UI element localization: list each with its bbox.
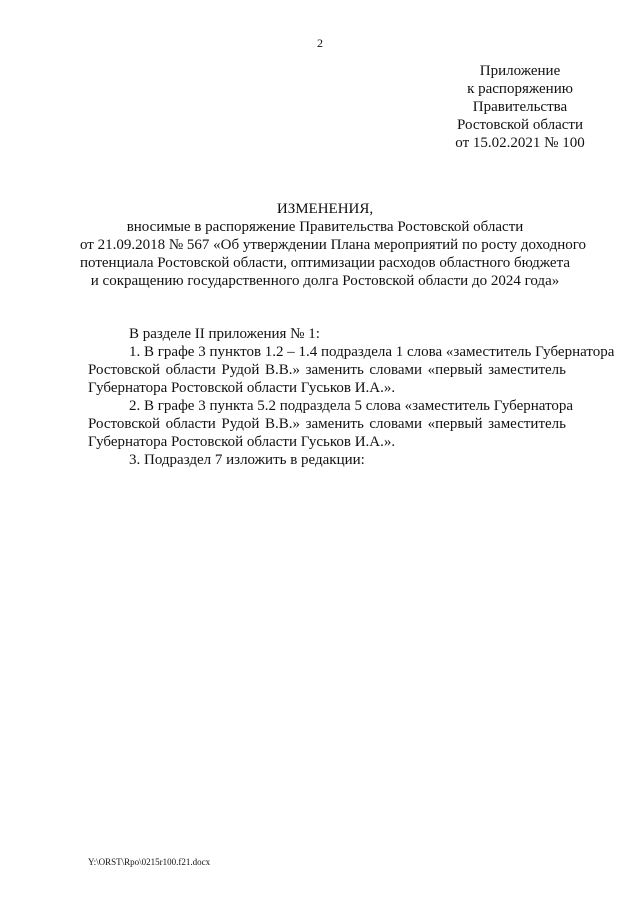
page-number: 2 [317, 36, 323, 50]
appendix-header [440, 62, 600, 152]
footer-file-path: Y:\ORST\Rpo\0215r100.f21.docx [88, 857, 211, 867]
list-item [88, 451, 566, 469]
item-line: 2. В графе 3 пункта 5.2 подраздела 5 слова «заместитель Губернатора [129, 398, 574, 414]
document-title [80, 200, 587, 290]
item-line: Ростовской области Рудой В.В.» заменить словами «первый заместитель [88, 416, 566, 432]
title-line: от 21.09.2018 № 567 «Об утверждении Плана мероприятий по росту доходного [80, 237, 587, 253]
body-intro: В разделе II приложения № 1: [129, 326, 320, 342]
item-line: Ростовской области Рудой В.В.» заменить словами «первый заместитель [88, 362, 566, 378]
list-item [88, 397, 574, 451]
item-line: 3. Подраздел 7 изложить в редакции: [129, 452, 365, 468]
title-line: вносимые в распоряжение Правительства Ростовской области [126, 219, 524, 235]
appendix-line: к распоряжению [467, 81, 573, 97]
document-body [88, 325, 615, 469]
appendix-line: от 15.02.2021 № 100 [455, 135, 585, 151]
appendix-line: Ростовской области [457, 117, 583, 133]
item-line: Губернатора Ростовской области Гуськов И.А.». [88, 380, 396, 396]
appendix-line: Приложение [479, 63, 561, 79]
list-item [88, 343, 615, 397]
appendix-line: Правительства [472, 99, 568, 115]
item-line: 1. В графе 3 пунктов 1.2 – 1.4 подраздела 1 слова «заместитель Губернатора [129, 344, 615, 360]
title-heading: ИЗМЕНЕНИЯ, [276, 201, 374, 217]
title-line: и сокращению государственного долга Ростовской области до 2024 года» [90, 273, 560, 289]
item-line: Губернатора Ростовской области Гуськов И.А.». [88, 434, 396, 450]
title-line: потенциала Ростовской области, оптимизации расходов областного бюджета [80, 255, 570, 271]
